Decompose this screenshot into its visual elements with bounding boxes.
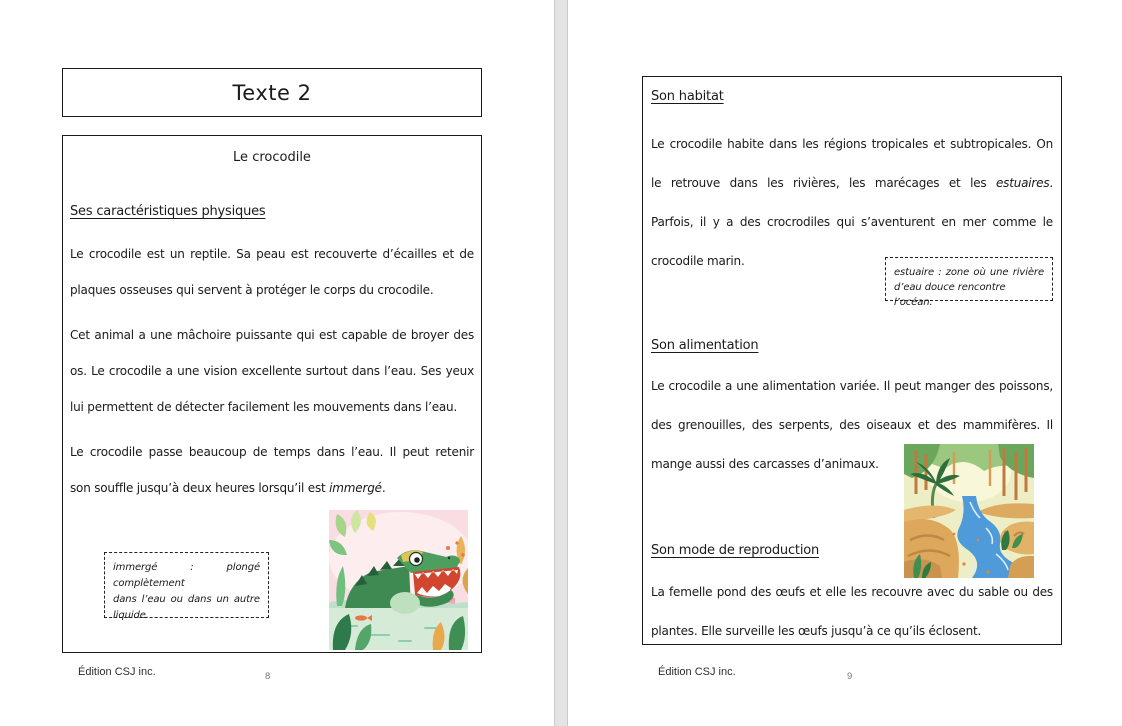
texte2-label: Texte 2 [232,80,312,105]
texte2-header-box [62,68,482,117]
left-paragraphs [70,236,474,515]
section-heading-habitat: Son habitat [651,89,724,104]
river-illustration [904,444,1034,578]
section-heading-diet: Son alimentation [651,338,759,353]
page-left-content-box [62,135,482,653]
habitat-paragraph: Le crocodile habite dans les régions tropicales et subtropicales. On le retrouve dans les rivières, les marécages et les estuaires. Parfois, il y a des crocrodiles qui s’aventurent en mer comme le crocodile marin. [651,137,1053,268]
section-heading-reproduction: Son mode de reproduction [651,543,820,558]
page-right-content-box [642,76,1062,645]
diet-paragraph: Le crocodile a une alimentation variée. Il peut manger des poissons, des grenouilles, des serpents, des oiseaux et des mammifères. Il mange aussi des carcasses d’animaux. [651,379,1053,471]
reproduction-paragraph: La femelle pond des œufs et elle les recouvre avec du sable ou des plantes. Elle surveille les œufs jusqu’à ce qu’ils éclosent. [651,585,1053,638]
paragraph: Le crocodile passe beaucoup de temps dans l’eau. Il peut retenir son souffle jusqu’à deux heures lorsqu’il est immergé. [70,445,474,495]
page-number-left: 8 [265,671,271,682]
paragraph: Le crocodile est un reptile. Sa peau est recouverte d’écailles et de plaques osseuses qui servent à protéger le corps du crocodile. [70,247,474,297]
footer-edition-right: Édition CSJ inc. [658,666,736,678]
footer-edition-left: Édition CSJ inc. [78,666,156,678]
paragraph: Cet animal a une mâchoire puissante qui est capable de broyer des os. Le crocodile a une vision excellente surtout dans l’eau. Ses yeux lui permettent de détecter facilement les mouvements dans l’eau. [70,328,474,414]
definition-box-immerge: immergé : plongé complètement dans l’eau ou dans un autre liquide. [104,552,269,618]
page-title: Le crocodile [233,150,311,165]
section-heading-characteristics: Ses caractéristiques physiques [70,204,266,219]
definition-box-estuaire: estuaire : zone où une rivière d’eau douce rencontre l’océan. [885,257,1053,301]
page-number-right: 9 [847,671,853,682]
crocodile-illustration [329,510,468,650]
page-gap-separator [554,0,568,726]
